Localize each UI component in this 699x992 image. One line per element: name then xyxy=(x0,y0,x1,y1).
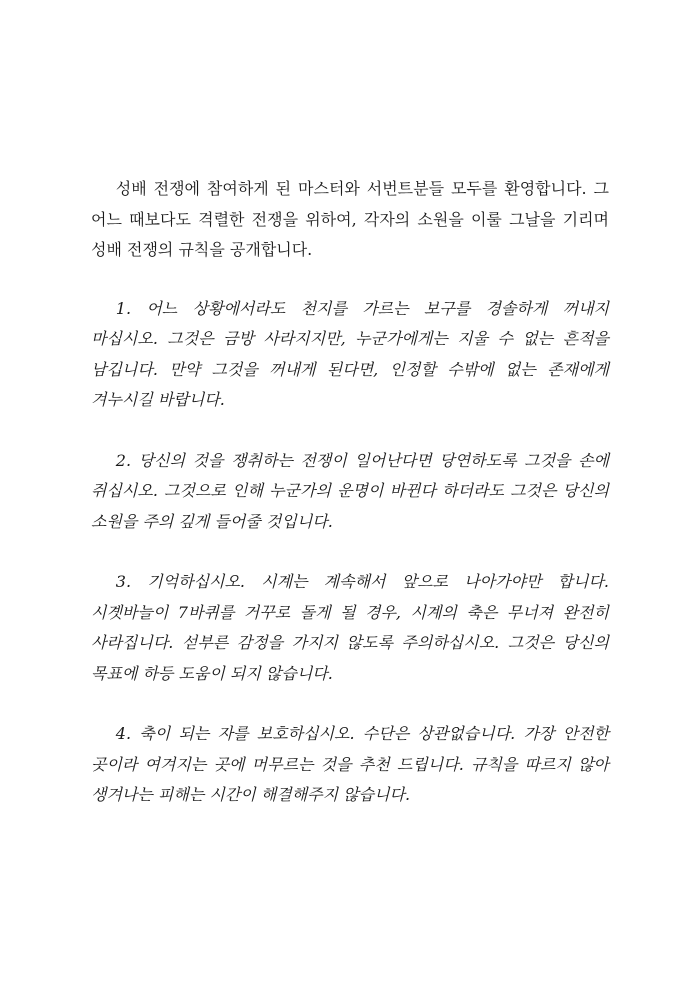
intro-paragraph: 성배 전쟁에 참여하게 된 마스터와 서번트분들 모두를 환영합니다. 그 어느 때보다도 격렬한 전쟁을 위하여, 각자의 소원을 이룰 그날을 기리며 성배 전쟁의 규칙을 공개합니다. xyxy=(91,179,609,259)
rule-paragraph-3: 3. 기억하십시오. 시계는 계속해서 앞으로 나아가야만 합니다. 시곗바늘이 7바퀴를 거꾸로 돌게 될 경우, 시계의 축은 무너져 완전히 사라집니다. 섣부른 감정을 가지지 않도록 주의하십시오. 그것은 당신의 목표에 하등 도움이 되지 않습니다. xyxy=(91,572,609,683)
document-body xyxy=(91,174,609,841)
rule-paragraph-2: 2. 당신의 것을 쟁취하는 전쟁이 일어난다면 당연하도록 그것을 손에 쥐십시오. 그것으로 인해 누군가의 운명이 바뀐다 하더라도 그것은 당신의 소원을 주의 깊게 들어줄 것입니다. xyxy=(91,450,609,531)
rule-paragraph-1: 1. 어느 상황에서라도 천지를 가르는 보구를 경솔하게 꺼내지 마십시오. 그것은 금방 사라지지만, 누군가에게는 지울 수 없는 흔적을 남깁니다. 만약 그것을 꺼내게 된다면, 인정할 수밖에 없는 존재에게 겨누시길 바랍니다. xyxy=(91,298,609,409)
rule-paragraph-4: 4. 축이 되는 자를 보호하십시오. 수단은 상관없습니다. 가장 안전한 곳이라 여겨지는 곳에 머무르는 것을 추천 드립니다. 규칙을 따르지 않아 생겨나는 피해는 시간이 해결해주지 않습니다. xyxy=(91,724,609,804)
